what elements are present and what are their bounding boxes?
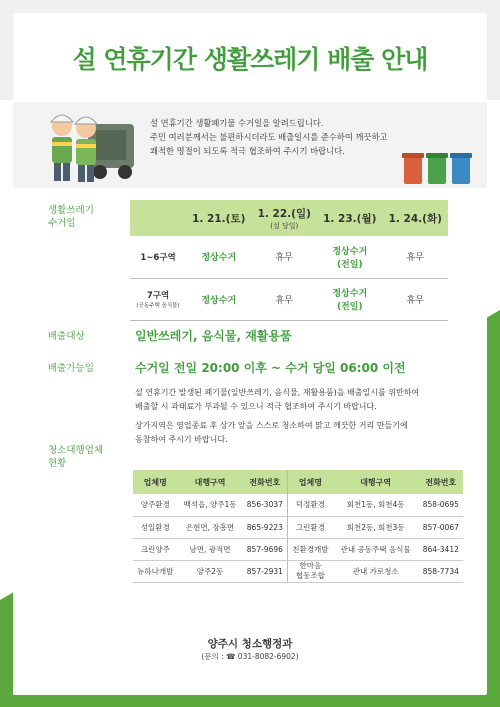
notice-line: 배출할 시 과태료가 부과될 수 있으니 적극 협조하여 주시기 바랍니다. (135, 402, 377, 411)
agency-header-cell: 전화번호 (419, 470, 463, 494)
notice-shops (135, 419, 465, 447)
intro-line: 주민 여러분께서는 불편하시더라도 배출일시를 준수하여 깨끗하고 (150, 132, 388, 142)
agency-label (48, 444, 103, 470)
time-value: 수거일 전일 20:00 이후 ~ 수거 당일 06:00 이전 (135, 361, 406, 375)
agency-header-cell: 대행구역 (333, 470, 419, 494)
status-cell: 정상수거 (186, 236, 252, 278)
status-cell: 휴무 (252, 236, 318, 278)
intro-text (150, 116, 420, 158)
sanitation-workers-illustration (40, 102, 140, 186)
recycling-bins-icon (400, 150, 476, 186)
agency-cell: 관내 가로청소 (333, 560, 419, 582)
agency-cell: 크린양주 (133, 538, 178, 560)
notice-line: 동참하여 주시기 바랍니다. (135, 435, 228, 444)
agency-cell: 은현면, 장흥면 (178, 516, 243, 538)
agency-cell: 양주환경 (133, 494, 178, 516)
status-cell: 휴무 (383, 278, 449, 320)
date-header: 1. 21.(토) (186, 200, 252, 236)
status-cell: 정상수거 (전일) (317, 236, 383, 278)
status-cell: 정상수거 (186, 278, 252, 320)
date-header: 1. 23.(월) (317, 200, 383, 236)
footer-organization: 양주시 청소행정과 (207, 638, 293, 650)
area-cell: 1~6구역 (130, 236, 186, 278)
agency-label-line1: 청소대행업체 (48, 445, 104, 456)
agency-row (133, 516, 463, 538)
agency-cell: 남면, 광적면 (178, 538, 243, 560)
agency-cell: 그린환경 (288, 516, 333, 538)
intro-line: 설 연휴기간 생활폐기물 수거일을 알려드립니다. (150, 118, 324, 128)
date-header: 1. 22.(일) (설 당일) (252, 200, 318, 236)
agency-label-line2: 현황 (48, 458, 67, 469)
agency-cell: 858-7734 (419, 560, 463, 582)
agency-header-cell: 업체명 (288, 470, 333, 494)
agency-cell: 회천2동, 회천3동 (333, 516, 419, 538)
target-label: 배출대상 (48, 331, 85, 342)
agency-header-cell: 업체명 (133, 470, 178, 494)
collection-schedule-table (130, 200, 448, 321)
status-cell: 휴무 (252, 278, 318, 320)
schedule-header-row (130, 200, 448, 236)
agency-cell: 친환경개발 (288, 538, 333, 560)
cleaning-agency-table (133, 470, 463, 583)
agency-row (133, 494, 463, 516)
agency-row (133, 538, 463, 560)
schedule-label (48, 204, 94, 230)
agency-cell: 857-9696 (243, 538, 288, 560)
area-cell: 7구역 (공동주택 음식물) (130, 278, 186, 320)
notice-line: 설 연휴기간 발생된 폐기물(일반쓰레기, 음식물, 재활용품)을 배출일시를 위반하여 (135, 388, 420, 397)
agency-cell: 양주2동 (178, 560, 243, 582)
status-cell: 휴무 (383, 236, 449, 278)
agency-cell: 관내 공동주택 음식물 (333, 538, 419, 560)
agency-cell: 뉴하나개발 (133, 560, 178, 582)
agency-cell: 856-3037 (243, 494, 288, 516)
schedule-header-blank (130, 200, 186, 236)
agency-row (133, 560, 463, 582)
agency-header-cell: 대행구역 (178, 470, 243, 494)
agency-cell: 덕정환경 (288, 494, 333, 516)
title-part2: 생활쓰레기 배출 안내 (203, 45, 428, 74)
agency-cell: 857-2931 (243, 560, 288, 582)
notice-line: 상가지역은 영업종료 후 상가 앞을 스스로 청소하여 맑고 깨끗한 거리 만들기에 (135, 421, 408, 430)
agency-cell: 회천1동, 회천4동 (333, 494, 419, 516)
footer-contact: (문의 : ☎ 031-8082-6902) (201, 652, 299, 661)
notice-violation (135, 386, 465, 414)
agency-cell: 성일환경 (133, 516, 178, 538)
intro-line: 쾌적한 명절이 되도록 적극 협조하여 주시기 바랍니다. (150, 146, 345, 156)
agency-cell: 한마음 협동조합 (288, 560, 333, 582)
page-title (0, 40, 500, 76)
target-value: 일반쓰레기, 음식물, 재활용품 (135, 329, 292, 343)
agency-cell: 864-3412 (419, 538, 463, 560)
agency-cell: 858-0695 (419, 494, 463, 516)
status-cell: 정상수거 (전일) (317, 278, 383, 320)
agency-cell: 857-0067 (419, 516, 463, 538)
schedule-row (130, 278, 448, 320)
schedule-row (130, 236, 448, 278)
agency-cell: 865-9223 (243, 516, 288, 538)
schedule-label-line2: 수거일 (48, 218, 76, 229)
agency-cell: 백석읍, 양주1동 (178, 494, 243, 516)
title-part1: 설 연휴기간 (72, 45, 196, 74)
agency-header-cell: 전화번호 (243, 470, 288, 494)
agency-header-row (133, 470, 463, 494)
time-label: 배출가능일 (48, 363, 94, 374)
schedule-label-line1: 생활쓰레기 (48, 205, 94, 216)
date-header: 1. 24.(화) (383, 200, 449, 236)
